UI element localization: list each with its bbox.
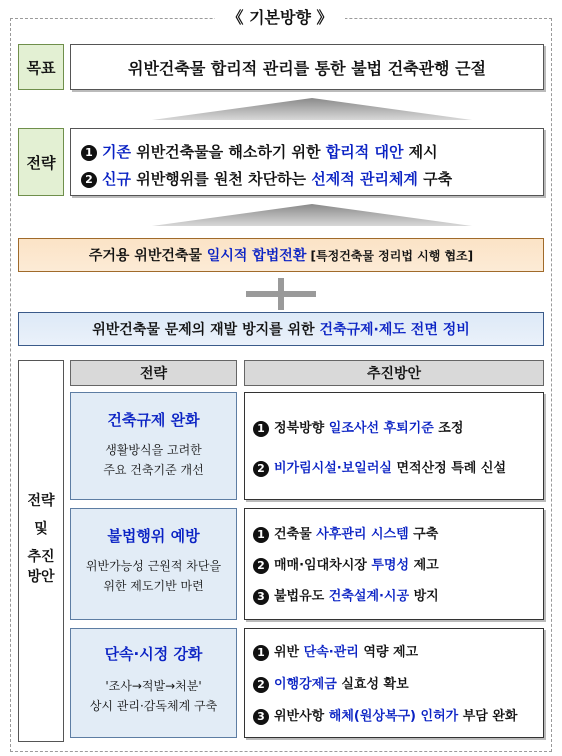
- plan-highlight: 건축설계·시공: [328, 589, 410, 604]
- column-header-plan: 추진방안: [244, 360, 544, 386]
- plan-text: 매매·임대차시장: [274, 558, 372, 573]
- table-side-label: [18, 360, 64, 742]
- temp-legalization-box: [18, 238, 544, 272]
- strategy-title: 건축규제 완화: [107, 411, 200, 429]
- plan-item: [253, 457, 506, 477]
- strategy-cell: [70, 392, 237, 500]
- plan-item: [253, 585, 439, 605]
- plan-item: [253, 417, 463, 437]
- strategy-item-2-text: 위반행위를 원천 차단하는: [130, 170, 312, 188]
- plan-item: [253, 705, 518, 725]
- number-3-icon: 3: [253, 709, 269, 725]
- plan-text: 역량 제고: [358, 645, 419, 660]
- plan-text: 위반: [274, 645, 304, 660]
- up-arrow-icon: [152, 98, 472, 120]
- plan-item: [253, 523, 438, 543]
- plan-text: 건축물: [274, 527, 317, 542]
- strategy-desc-line: 위반가능성 근원적 차단을: [85, 559, 222, 573]
- strategy-desc-line: 위한 제도기반 마련: [103, 579, 204, 593]
- page-title: 《 기본방향 》: [215, 6, 345, 30]
- reform-text: [92, 319, 470, 339]
- side-label-line: 및: [34, 521, 48, 537]
- goal-text: 위반건축물 합리적 관리를 통한 불법 건축관행 근절: [128, 58, 486, 78]
- strategy-box: [70, 128, 544, 196]
- plan-text: 조정: [433, 421, 464, 436]
- plan-highlight: 사후관리 시스템: [316, 527, 409, 542]
- strategy-item-2-keyword: 신규: [102, 170, 131, 188]
- side-label-line: 방안: [27, 569, 55, 585]
- number-1-icon: 1: [253, 645, 269, 661]
- strategy-label: 전략: [18, 128, 64, 196]
- plan-item: [253, 554, 439, 574]
- number-1-icon: 1: [81, 145, 97, 161]
- plan-cell: [244, 508, 544, 620]
- strategy-item-1-end: 제시: [403, 143, 438, 161]
- strategy-cell: [70, 508, 237, 620]
- reform-text-pre: 위반건축물 문제의 재발 방지를 위한: [92, 322, 320, 338]
- strategy-desc-line: '조사→적발→처분': [105, 679, 202, 693]
- plan-text: 실효성 확보: [336, 677, 409, 692]
- plan-highlight: 단속·관리: [303, 645, 359, 660]
- number-2-icon: 2: [253, 677, 269, 693]
- temp-text-pre: 주거용 위반건축물: [88, 248, 207, 264]
- up-arrow-icon: [152, 204, 472, 226]
- side-label-line: 추진: [27, 549, 55, 565]
- plan-text: 방지: [409, 589, 439, 604]
- plan-highlight: 해체(원상복구) 인허가: [328, 709, 459, 724]
- strategy-title: 불법행위 예방: [107, 527, 200, 545]
- reform-text-highlight: 건축규제·제도 전면 정비: [319, 322, 470, 338]
- strategy-item-1-highlight: 합리적 대안: [325, 143, 404, 161]
- side-label-line: 전략: [27, 493, 55, 509]
- plan-text: 정북방향: [274, 421, 329, 436]
- strategy-desc-line: 주요 건축기준 개선: [103, 463, 204, 477]
- strategy-item-1: [81, 141, 438, 162]
- plus-icon: [246, 278, 316, 310]
- plan-highlight: 투명성: [371, 558, 410, 573]
- plan-highlight: 비가림시설·보일러실: [274, 461, 392, 476]
- number-2-icon: 2: [253, 461, 269, 477]
- number-2-icon: 2: [253, 558, 269, 574]
- goal-box: [70, 44, 544, 90]
- temp-text-highlight: 일시적 합법전환: [206, 248, 307, 264]
- plan-cell: [244, 392, 544, 500]
- strategy-item-2-highlight: 선제적 관리체계: [311, 170, 418, 188]
- reform-box: [18, 312, 544, 346]
- strategy-cell: [70, 628, 237, 738]
- plan-cell: [244, 628, 544, 738]
- strategy-item-2: [81, 168, 452, 189]
- plan-text: 구축: [408, 527, 439, 542]
- strategy-desc-line: 상시 관리·감독체계 구축: [89, 699, 218, 713]
- strategy-desc-line: 생활방식을 고려한: [105, 443, 202, 457]
- strategy-title: 단속·시정 강화: [104, 645, 203, 663]
- plan-text: 불법유도: [274, 589, 329, 604]
- plan-highlight: 이행강제금: [274, 677, 337, 692]
- plan-item: [253, 641, 418, 661]
- strategy-item-1-keyword: 기존: [102, 143, 131, 161]
- temp-legalization-text: [89, 245, 473, 265]
- plan-item: [253, 673, 409, 693]
- strategy-item-2-end: 구축: [417, 170, 453, 188]
- temp-text-post: [특정건축물 정리법 시행 협조]: [306, 249, 474, 263]
- strategy-item-1-text: 위반건축물을 해소하기 위한: [130, 143, 326, 161]
- plan-highlight: 일조사선 후퇴기준: [328, 421, 434, 436]
- plan-text: 위반사항: [274, 709, 329, 724]
- number-1-icon: 1: [253, 421, 269, 437]
- plan-text: 면적산정 특례 신설: [391, 461, 507, 476]
- number-3-icon: 3: [253, 589, 269, 605]
- number-2-icon: 2: [81, 172, 97, 188]
- goal-label: 목표: [18, 44, 64, 90]
- number-1-icon: 1: [253, 527, 269, 543]
- plan-text: 부담 완화: [458, 709, 518, 724]
- column-header-strategy: 전략: [70, 360, 237, 386]
- plan-text: 제고: [409, 558, 439, 573]
